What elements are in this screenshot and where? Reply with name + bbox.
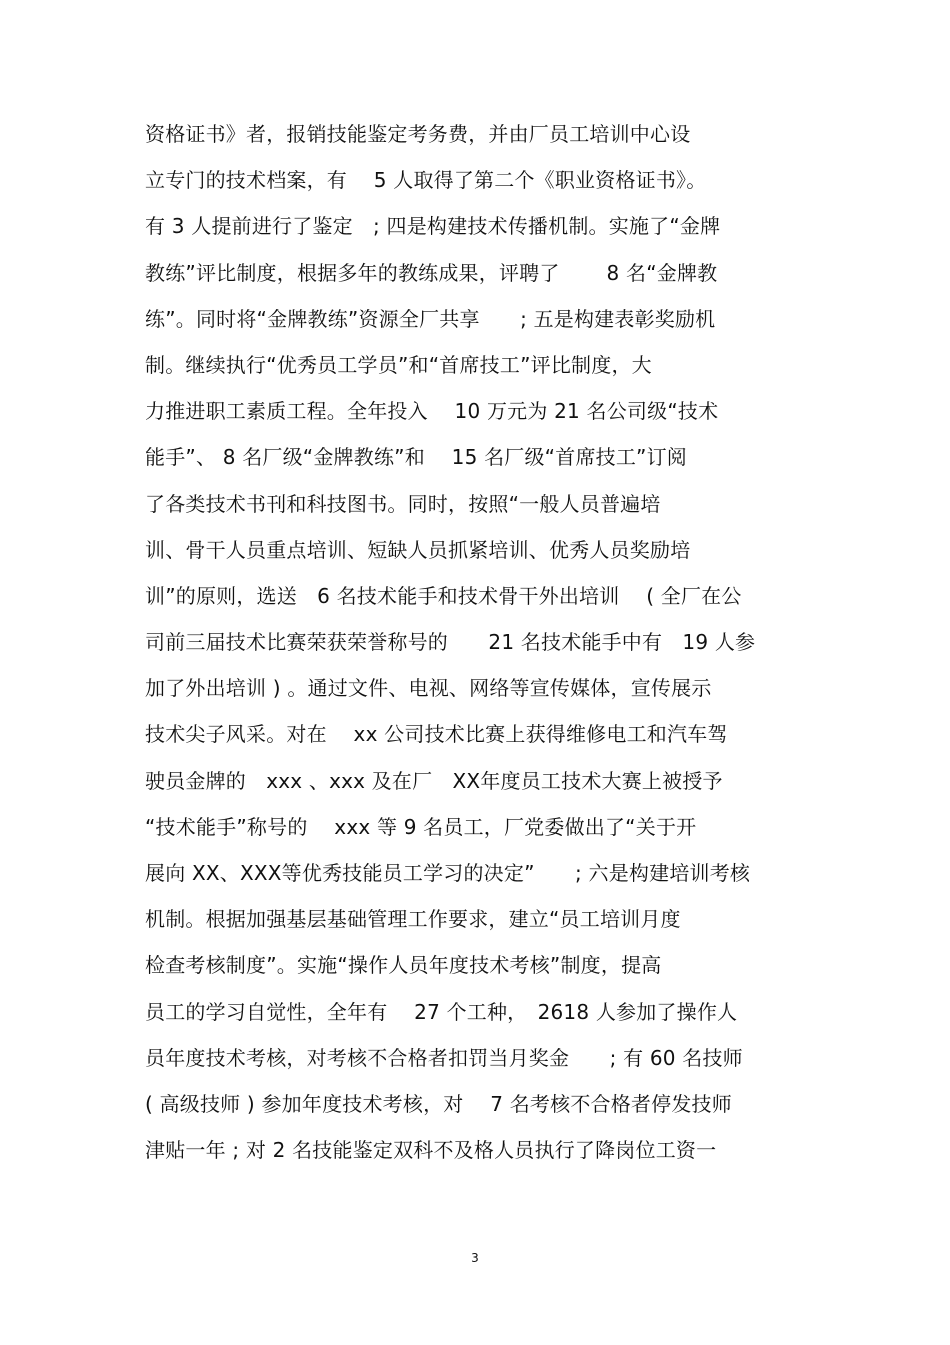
text-line: 能手”、 8 名厂级“金牌教练”和 15 名厂级“首席技工”订阅 — [145, 445, 688, 470]
body-text — [145, 114, 825, 1176]
text-line: 技术尖子风采。对在 xx 公司技术比赛上获得维修电工和汽车驾 — [145, 722, 728, 747]
text-line: 教练”评比制度，根据多年的教练成果，评聘了 8 名“金牌教 — [145, 260, 718, 285]
text-line: “技术能手”称号的 xxx 等 9 名员工，厂党委做出了“关于开 — [145, 814, 697, 839]
text-line: 资格证书》者，报销技能鉴定考务费，并由厂员工培训中心设 — [145, 122, 691, 146]
text-line: 展向 XX、XXX等优秀技能员工学习的决定” ; 六是构建培训考核 — [145, 861, 751, 885]
text-line: 检查考核制度”。实施“操作人员年度技术考核”制度，提高 — [145, 953, 662, 978]
text-line: 训”的原则，选送 6 名技术能手和技术骨干外出培训 ( 全厂在公 — [145, 583, 742, 608]
text-line: 有 3 人提前进行了鉴定 ; 四是构建技术传播机制。实施了“金牌 — [145, 214, 721, 239]
text-line: 了各类技术书刊和科技图书。同时，按照“一般人员普遍培 — [145, 491, 661, 516]
text-line: 立专门的技术档案，有 5 人取得了第二个《职业资格证书》。 — [145, 168, 707, 193]
text-line: 机制。根据加强基层基础管理工作要求，建立“员工培训月度 — [145, 907, 681, 932]
text-line: 司前三届技术比赛荣获荣誉称号的 21 名技术能手中有 19 人参 — [145, 630, 756, 655]
text-line: 制。继续执行“优秀员工学员”和“首席技工”评比制度，大 — [145, 352, 652, 377]
text-line: 员年度技术考核，对考核不合格者扣罚当月奖金 ; 有 60 名技师 — [145, 1045, 743, 1070]
text-line: 练”。同时将“金牌教练”资源全厂共享 ; 五是构建表彰奖励机 — [145, 306, 716, 331]
text-line: 员工的学习自觉性，全年有 27 个工种， 2618 人参加了操作人 — [145, 999, 738, 1024]
text-line: 训、骨干人员重点培训、短缺人员抓紧培训、优秀人员奖励培 — [145, 537, 691, 562]
page-number: 3 — [471, 1251, 479, 1265]
text-line: 津贴一年 ; 对 2 名技能鉴定双科不及格人员执行了降岗位工资一 — [145, 1138, 717, 1163]
text-line: 力推进职工素质工程。全年投入 10 万元为 21 名公司级“技术 — [145, 399, 719, 424]
text-line: 加了外出培训 ) 。通过文件、电视、网络等宣传媒体，宣传展示 — [145, 676, 712, 701]
text-line: ( 高级技师 ) 参加年度技术考核，对 7 名考核不合格者停发技师 — [145, 1091, 732, 1116]
text-line: 驶员金牌的 xxx 、xxx 及在厂 XX年度员工技术大赛上被授予 — [145, 768, 723, 793]
